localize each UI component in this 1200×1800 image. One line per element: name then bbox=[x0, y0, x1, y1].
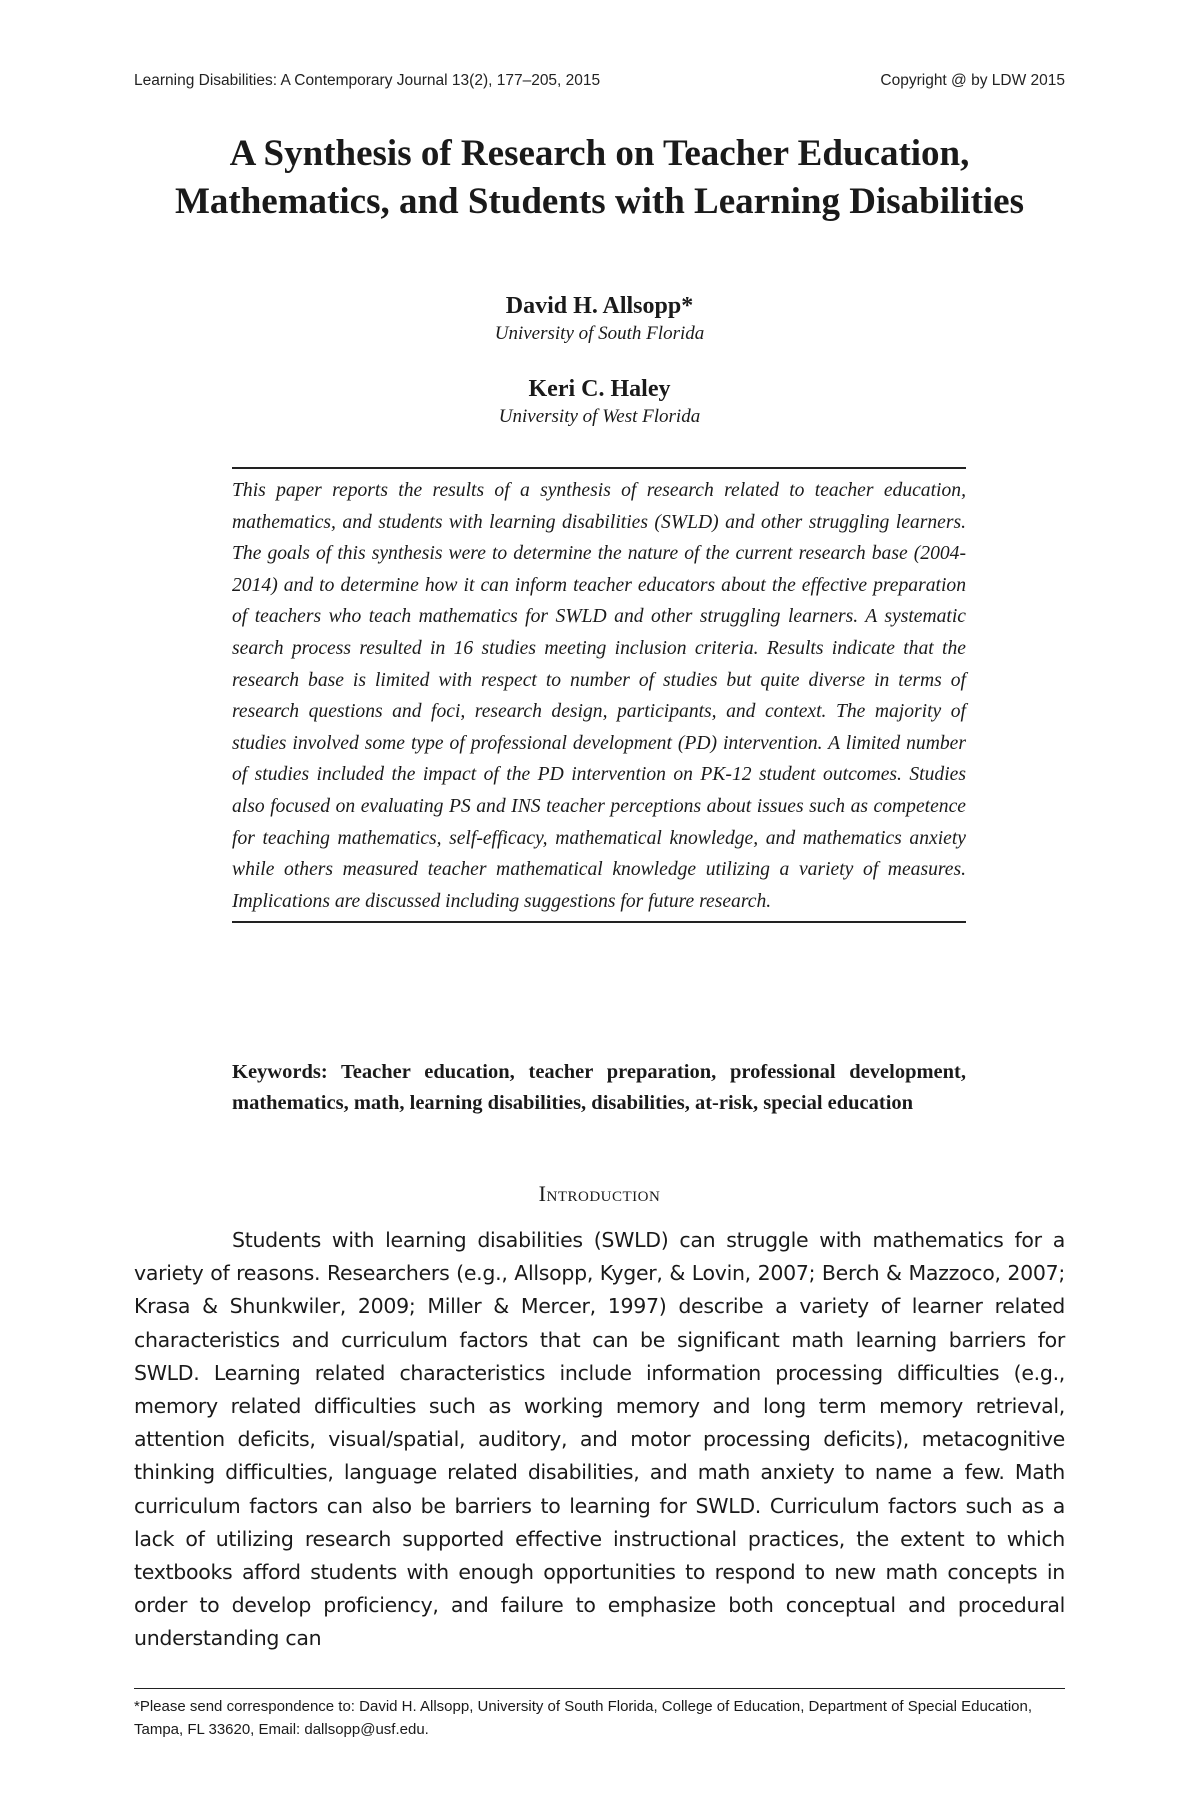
author-affiliation: University of South Florida bbox=[494, 323, 705, 344]
paper-title: A Synthesis of Research on Teacher Education, Mathematics, and Students with Learning Disabilities bbox=[174, 133, 1024, 222]
journal-citation: Learning Disabilities: A Contemporary Journal 13(2), 177–205, 2015 bbox=[134, 72, 601, 89]
correspondence-footnote: *Please send correspondence to: David H. Allsopp, University of South Florida, College of Education, Department of Special Education, Tampa, FL 33620, Email: dallsopp@usf.edu. bbox=[134, 1698, 1033, 1738]
author-block-1 bbox=[134, 291, 1065, 347]
footnote-divider bbox=[134, 1688, 1065, 1689]
introduction-paragraph: Students with learning disabilities (SWLD) can struggle with mathematics for a variety of reasons. Researchers (e.g., Allsopp, Kyger, & Lovin, 2007; Berch & Mazzoco, 2007; Krasa & Shunkwiler, 2009; Miller & Mercer, 1997) describe a variety of learner related characteristics and curriculum factors that can be significant math learning barriers for SWLD. Learning related characteristics include information processing difficulties (e.g., memory related difficulties such as working memory and long term memory retrieval, attention deficits, visual/spatial, auditory, and motor processing deficits), metacognitive thinking difficulties, language related disabilities, and math anxiety to name a few. Math curriculum factors can also be barriers to learning for SWLD. Curriculum factors such as a lack of utilizing research supported effective instructional practices, the extent to which textbooks afford students with enough opportunities to respond to new math concepts in order to develop proficiency, and failure to emphasize both conceptual and procedural understanding can bbox=[134, 1228, 1065, 1651]
running-header bbox=[134, 72, 1065, 90]
author-name: David H. Allsopp* bbox=[505, 293, 694, 319]
abstract: This paper reports the results of a synthesis of research related to teacher education, mathematics, and students with learning disabilities (SWLD) and other struggling learners. The goals of this synthesis were to determine the nature of the current research base (2004-2014) and to determine how it can inform teacher educators about the effective preparation of teachers who teach mathematics for SWLD and other struggling learners. A systematic search process resulted in 16 studies meeting inclusion criteria. Results indicate that the research base is limited with respect to number of studies but quite diverse in terms of research questions and foci, research design, participants, and context. The majority of studies involved some type of professional development (PD) intervention. A limited number of studies included the impact of the PD intervention on PK-12 student outcomes. Studies also focused on evaluating PS and INS teacher perceptions about issues such as competence for teaching mathematics, self-efficacy, mathematical knowledge, and mathematics anxiety while others measured teacher mathematical knowledge utilizing a variety of measures. Implications are discussed including suggestions for future research. bbox=[232, 467, 966, 923]
author-affiliation: University of West Florida bbox=[498, 406, 701, 427]
copyright-notice: Copyright @ by LDW 2015 bbox=[880, 72, 1065, 89]
keywords: Keywords: Teacher education, teacher preparation, professional development, mathematics, math, learning disabilities, disabilities, at-risk, special education bbox=[232, 1061, 966, 1114]
section-heading-introduction: Introduction bbox=[538, 1181, 661, 1206]
author-name: Keri C. Haley bbox=[528, 376, 671, 402]
author-block-2 bbox=[134, 374, 1065, 430]
